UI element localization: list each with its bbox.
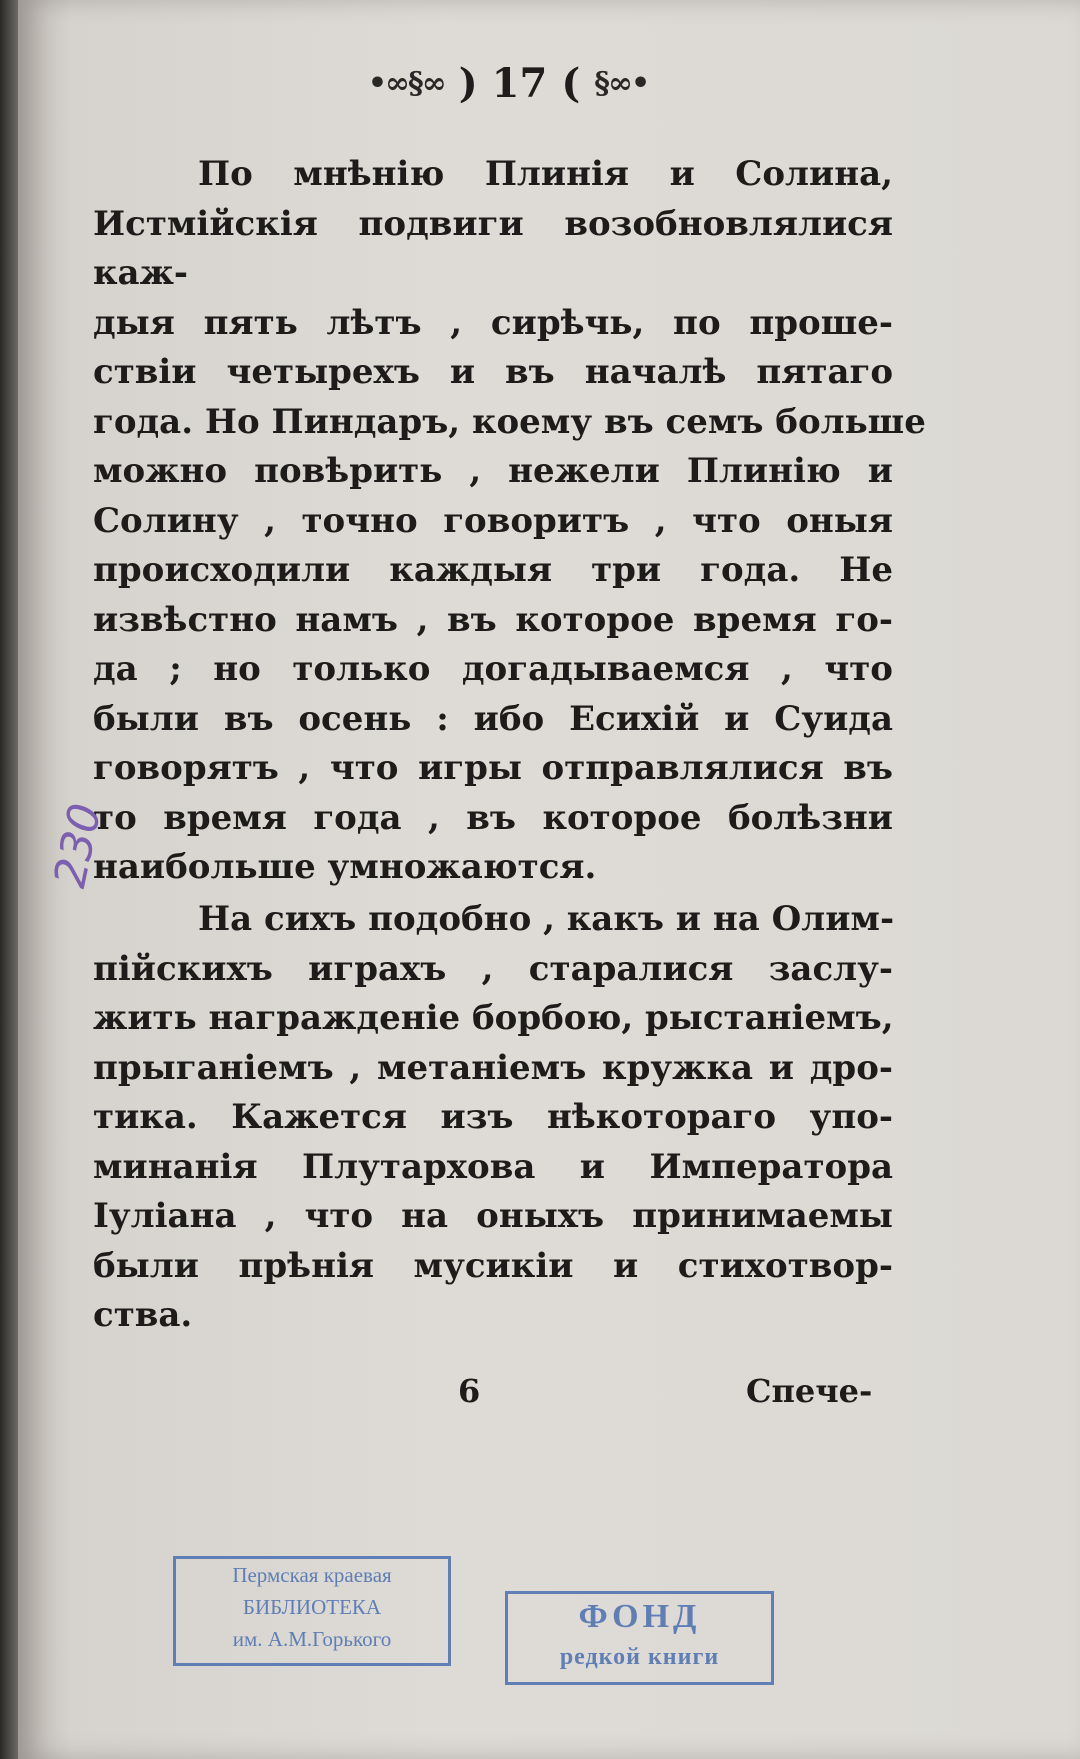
right-ornament-icon: §∞• [594, 66, 649, 101]
text-line: то время года , въ которое болѣзни [93, 797, 893, 838]
text-line: пійскихъ играхъ , старалися заслу- [93, 948, 893, 989]
rare-book-fund-stamp [505, 1591, 774, 1685]
text-line: прыганіемъ , метаніемъ кружка и дро- [93, 1047, 893, 1088]
book-page [18, 0, 1080, 1759]
library-stamp-line: им. А.М.Горького [232, 1627, 392, 1651]
library-stamp-line: БИБЛИОТЕКА [242, 1595, 382, 1619]
text-line: да ; но только догадываемся , что [93, 649, 893, 689]
library-stamp [173, 1556, 451, 1666]
fund-stamp-title: ФОНД [578, 1598, 701, 1635]
text-line: были въ осень : ибо Есихій и Суида [93, 698, 893, 739]
text-line: жить награжденіе борбою, рыстаніемъ, [93, 998, 894, 1038]
text-line: наибольше умножаются. [93, 847, 597, 887]
margin-note: 230 [44, 799, 112, 892]
header-left-bracket: ) [458, 60, 478, 107]
text-line: можно повѣрить , нежели Плинію и [93, 451, 893, 491]
book-spine [0, 0, 18, 1759]
text-line: Солину , точно говоритъ , что оныя [93, 500, 893, 541]
text-line: происходили каждыя три года. Не [93, 550, 893, 590]
text-line: Іуліана , что на оныхъ принимаемы [93, 1196, 893, 1236]
paragraph-1 [93, 150, 926, 893]
text-line: ства. [93, 1295, 193, 1335]
left-ornament-icon: •∞§∞ [367, 66, 445, 101]
signature-mark: 6 [458, 1372, 481, 1410]
page-header [318, 60, 698, 107]
text-line: минанія Плутархова и Императора [93, 1146, 893, 1187]
fund-stamp-subtitle: редкой книги [559, 1644, 720, 1670]
library-stamp-line: Пермская краевая [232, 1563, 392, 1587]
text-line: говорятъ , что игры отправлялися въ [93, 748, 893, 788]
text-line: года. Но Пиндаръ, коему въ семъ больше [93, 401, 926, 442]
text-line: извѣстно намъ , въ которое время го- [93, 599, 893, 640]
paragraph-2 [93, 895, 893, 1341]
text-line: дыя пять лѣтъ , сирѣчь, по проше- [93, 302, 893, 343]
text-line: ствіи четырехъ и въ началѣ пятаго [93, 352, 893, 392]
text-line: На сихъ подобно , какъ и на Олим- [198, 899, 895, 939]
header-right-bracket: ( [561, 60, 581, 107]
catchword: Спече- [746, 1372, 873, 1410]
page-number: 17 [491, 60, 548, 107]
text-line: были прѣнія мусикіи и стихотвор- [93, 1245, 893, 1286]
text-line: По мнѣнію Плинія и Солина, Истмійскія подвиги возобновлялися каж- [93, 154, 893, 293]
text-line: тика. Кажется изъ нѣкотораго упо- [93, 1097, 893, 1137]
